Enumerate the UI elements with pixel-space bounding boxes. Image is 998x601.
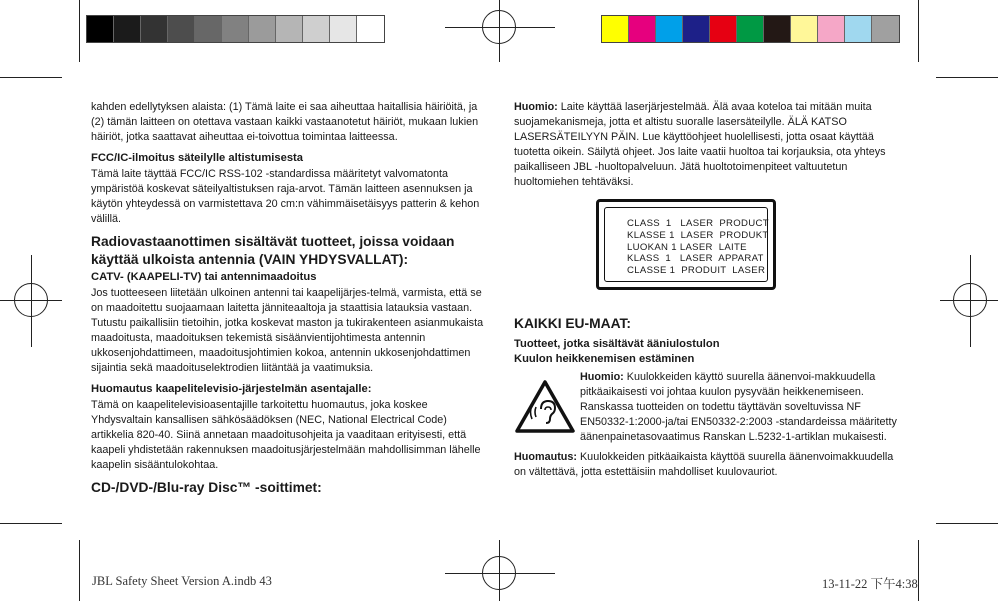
intro-text: kahden edellytyksen alaista: (1) Tämä laite ei saa aiheuttaa haitallisia häiriöitä, ja (2) tämän laitteen on otettava vastaan kaikki vastaanotetut häiriöt, mukaan lukien häiriöt, jotka saattavat aiheuttaa ei-toivottua toimintaa laitteessa.	[91, 101, 479, 144]
color-swatch-0	[602, 16, 629, 42]
color-swatch-9	[845, 16, 872, 42]
hearing-heading: Kuulon heikkenemisen estäminen	[514, 353, 695, 365]
gray-swatch-2	[141, 16, 168, 42]
hearing-warning-icon	[514, 379, 576, 434]
laser-line-3: KLASS 1 LASER APPARAT	[627, 253, 764, 265]
cable-heading: Huomautus kaapelitelevisio-järjestelmän asentajalle:	[91, 383, 372, 396]
catv-heading: CATV- (KAAPELI-TV) tai antennimaadoitus	[91, 271, 317, 284]
laser-class-label	[596, 199, 776, 290]
laser-line-4: CLASSE 1 PRODUIT LASER	[627, 265, 766, 277]
gray-swatch-1	[114, 16, 141, 42]
laser-line-2: LUOKAN 1 LASER LAITE	[627, 241, 747, 253]
radio-heading: Radiovastaanottimen sisältävät tuotteet, joissa voidaan käyttää ulkoista antennia (VAIN YHDYSVALLAT):	[91, 234, 455, 267]
note2-label: Huomautus:	[514, 451, 577, 463]
fcc-text: Tämä laite täyttää FCC/IC RSS-102 -standardissa määritetyt valvomatonta ympäristöä koskevat säteilyaltistuksen raja-arvot. Tämän laitteen asennuksen ja käytön yhteydessä on varmistettava 20 cm:n vähimmäisetäisyys patterin & kehon välillä.	[91, 167, 480, 226]
gray-swatch-4	[195, 16, 222, 42]
color-swatch-2	[656, 16, 683, 42]
footer-filename: JBL Safety Sheet Version A.indb 43	[92, 574, 272, 588]
left-column	[91, 100, 491, 497]
grayscale-bar	[86, 15, 385, 43]
gray-swatch-6	[249, 16, 276, 42]
gray-swatch-7	[276, 16, 303, 42]
color-swatch-3	[683, 16, 710, 42]
products-heading: Tuotteet, jotka sisältävät ääniulostulon	[514, 337, 720, 350]
laser-line-1: KLASSE 1 LASER PRODUKT	[627, 229, 769, 241]
color-swatch-10	[872, 16, 899, 42]
gray-swatch-5	[222, 16, 249, 42]
color-swatch-7	[791, 16, 818, 42]
cd-heading: CD-/DVD-/Blu-ray Disc™ -soittimet:	[91, 480, 322, 496]
color-swatch-1	[629, 16, 656, 42]
gray-swatch-9	[330, 16, 357, 42]
caution-label: Huomio:	[580, 371, 624, 383]
gray-swatch-0	[87, 16, 114, 42]
caution-block	[580, 370, 900, 445]
france-text: Ranskassa tuotteiden on todettu täyttävän soveltuvissa NF EN50332-1:2000-ja/tai EN50332-2:2003 -standardeissa määritetty äänenpainetasovaatimus Ranskan L.5232-1-artiklan mukaisesti.	[580, 401, 897, 444]
note-text: Laite käyttää laserjärjestelmää. Älä avaa koteloa tai mitään muita suojamekanismeja, jotta et altistu suoralle lasersäteilylle. ÄLÄ KATSO LASERSÄTEILYYN PÄIN. Lue käyttöohjeet huolellisesti, jotta osaat käyttää tuotetta oikein. Säilytä ohjeet. Jos laite vaatii huoltoa tai korjauksia, ota yhteys paikalliseen JBL -huoltopalveluun. Jätä huoltotoimenpiteet valtuutetun huoltomiehen tehtäväksi.	[514, 101, 886, 189]
caution-text: Kuulokkeiden käyttö suurella äänenvoi-makkuudella pitkäaikaisesti voi johtaa kuulon pysyvään heikkenemiseen.	[580, 371, 876, 399]
gray-swatch-10	[357, 16, 384, 42]
laser-label-text	[627, 218, 769, 277]
laser-note	[514, 100, 894, 191]
laser-line-0: CLASS 1 LASER PRODUCT	[627, 218, 769, 229]
gray-swatch-8	[303, 16, 330, 42]
color-swatch-4	[710, 16, 737, 42]
catv-text: Jos tuotteeseen liitetään ulkoinen antenni tai kaapelijärjes-telmä, varmista, että se on maadoitettu suojaamaan laitetta jänniteaaltoja ja staattisia latauksia vastaan. Tutustu paikallisiin tietoihin, jotka koskevat maston ja tukirakenteen asianmukaista maadoitusta, maadoituksen tekemistä sisäänvientijohtimesta antennin ukkosenjohdattimeen, maadoitusjohtimien kokoa, antennin ukkosenjohdattimen sijaintia sekä maadoituselektrodien liitäntää ja vaatimuksia.	[91, 286, 484, 375]
cable-text: Tämä on kaapelitelevisioasentajille tarkoitettu huomautus, joka koskee Yhdysvaltain kansallisen sähkösäädöksen (NEC, National Electrical Code) artikkelia 820-40. Siinä annetaan maadoitusohjeita ja vaaditaan erityisesti, että kaapeli yhdistetään rakennuksen maadoitusjärjestelmään mahdollisimman lähelle kaapelin sisääntulokohtaa.	[91, 398, 481, 472]
note-label: Huomio:	[514, 101, 558, 113]
color-calibration-bar	[601, 15, 900, 43]
eu-section	[514, 315, 904, 368]
note2-block	[514, 450, 904, 480]
eu-heading: KAIKKI EU-MAAT:	[514, 316, 632, 331]
fcc-heading: FCC/IC-ilmoitus säteilylle altistumisesta	[91, 152, 303, 165]
color-swatch-6	[764, 16, 791, 42]
color-swatch-8	[818, 16, 845, 42]
note2-text: Kuulokkeiden pitkäaikaista käyttöä suurella äänenvoimakkuudella on vältettävä, jotta estettäisiin mahdolliset kuulovauriot.	[514, 451, 894, 479]
footer-date: 13-11-22 下午4:38	[822, 577, 918, 591]
gray-swatch-3	[168, 16, 195, 42]
color-swatch-5	[737, 16, 764, 42]
